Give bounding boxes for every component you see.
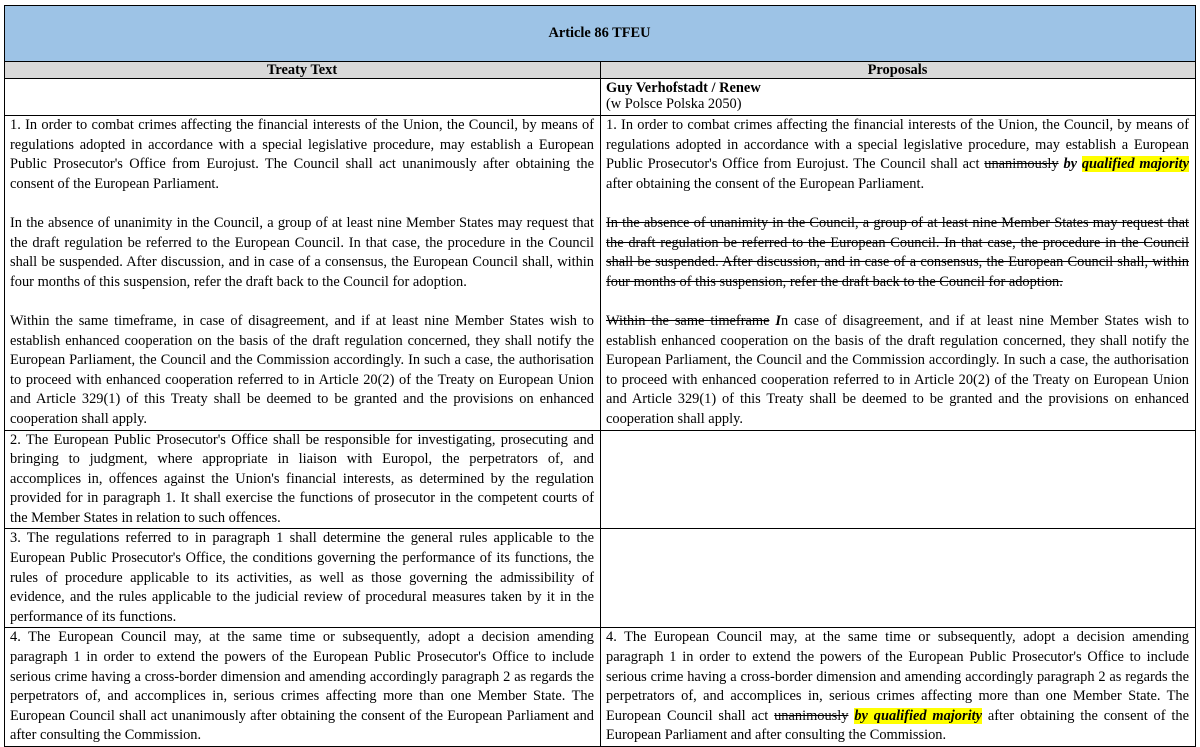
title-row <box>5 6 1196 62</box>
proposal-cell-para-2-empty <box>601 430 1196 529</box>
proposer-affiliation: (w Polsce Polska 2050) <box>606 96 742 112</box>
treaty-para-3: 3. The regulations referred to in paragraph 1 shall determine the general rules applicable to the European Public Prosecutor's Office, the conditions governing the performance of its functions, the rules of procedure applicable to its activities, as well as those governing the admissibility of evidence, and the rules applicable to the judicial review of procedural measures taken by it in the performance of its functions. <box>10 530 594 625</box>
table-row <box>5 430 1196 529</box>
deleted-text: Within the same timeframe <box>606 312 770 329</box>
proposal-cell-para-3-empty <box>601 529 1196 628</box>
column-header-proposals: Proposals <box>601 62 1196 79</box>
proposal-para-1-sub-1 <box>606 116 1189 194</box>
deleted-text: unanimously <box>984 156 1059 173</box>
proposal-cell-para-4 <box>601 628 1196 747</box>
treaty-cell-para-4 <box>5 628 601 747</box>
proposal-para-1-sub-3 <box>606 312 1189 430</box>
table-row <box>5 116 1196 431</box>
proposal-para-1-sub-2-deleted: In the absence of unanimity in the Council, a group of at least nine Member States may request that the draft regulation be referred to the European Council. In that case, the procedure in the Council shall be suspended. After discussion, and in case of a consensus, the European Council shall, within four months of this suspension, refer the draft back to the Council for adoption. <box>606 214 1189 290</box>
proposer-cell <box>601 79 1196 116</box>
proposal-para-4 <box>606 628 1189 746</box>
treaty-para-1-sub-3: Within the same timeframe, in case of disagreement, and if at least nine Member States wish to establish enhanced cooperation on the basis of the draft regulation concerned, they shall notify the European Parliament, the Council and the Commission accordingly. In such a case, the authorisation to proceed with enhanced cooperation referred to in Article 20(2) of the Treaty on European Union and Article 329(1) of this Treaty shall be deemed to be granted and the provisions on enhanced cooperation shall apply. <box>10 312 594 427</box>
table-title: Article 86 TFEU <box>5 6 1196 62</box>
treaty-para-2: 2. The European Public Prosecutor's Office shall be responsible for investigating, prosecuting and bringing to judgment, where appropriate in liaison with Europol, the perpetrators of, and accomplices in, offences against the Union's financial interests, as determined by the regulation provided for in paragraph 1. It shall exercise the functions of prosecutor in the competent courts of the Member States in relation to such offences. <box>10 431 594 526</box>
proposal-cell-para-1 <box>601 116 1196 431</box>
column-header-treaty: Treaty Text <box>5 62 601 79</box>
article-comparison-table <box>4 5 1196 747</box>
treaty-cell-para-2 <box>5 430 601 529</box>
unchanged-text: after obtaining the consent of the European Parliament. <box>606 175 925 192</box>
unchanged-text: 1. In order to combat crimes affecting the financial interests of the Union, the Council, by means of regulations adopted in accordance with a special legislative procedure, may establish a European Public Prosecutor's Office from Eurojust. The Council shall act <box>606 117 1189 173</box>
unchanged-text: n case of disagreement, and if at least nine Member States wish to establish enhanced cooperation on the basis of the draft regulation concerned, they shall notify the European Parliament, the Council and the Commission accordingly. In such a case, the authorisation to proceed with enhanced cooperation referred to in Article 20(2) of the Treaty on European Union and Article 329(1) of this Treaty shall be deemed to be granted and the provisions on enhanced cooperation shall apply. <box>606 312 1189 427</box>
treaty-para-1-sub-1: 1. In order to combat crimes affecting the financial interests of the Union, the Council, by means of regulations adopted in accordance with a special legislative procedure, may establish a European Public Prosecutor's Office from Eurojust. The Council shall act unanimously after obtaining the consent of the European Parliament. <box>10 117 594 192</box>
table-row <box>5 628 1196 747</box>
deleted-text: unanimously <box>774 707 849 724</box>
treaty-cell-para-1 <box>5 116 601 431</box>
treaty-para-4: 4. The European Council may, at the same time or subsequently, adopt a decision amending paragraph 1 in order to extend the powers of the European Public Prosecutor's Office to include serious crime having a cross-border dimension and amending accordingly paragraph 2 as regards the perpetrators of, and accomplices in, serious crimes affecting more than one Member State. The European Council shall act unanimously after obtaining the consent of the European Parliament and after consulting the Commission. <box>10 629 594 744</box>
inserted-text: I <box>775 312 781 329</box>
inserted-highlighted-text: by qualified majority <box>854 707 982 724</box>
unchanged-text: after obtaining the consent of the European Parliament and after consulting the Commission. <box>606 707 1189 744</box>
unchanged-text: 4. The European Council may, at the same time or subsequently, adopt a decision amending paragraph 1 in order to extend the powers of the European Public Prosecutor's Office to include serious crime having a cross-border dimension and amending accordingly paragraph 2 as regards the perpetrators of, and accomplices in, serious crimes affecting more than one Member State. The European Council shall act <box>606 629 1189 724</box>
proposer-row <box>5 79 1196 116</box>
column-header-row <box>5 62 1196 79</box>
inserted-highlighted-text: qualified majority <box>1081 156 1189 173</box>
proposer-empty-cell <box>5 79 601 116</box>
proposer-name: Guy Verhofstadt / Renew <box>606 80 761 96</box>
treaty-cell-para-3 <box>5 529 601 628</box>
treaty-para-1-sub-2: In the absence of unanimity in the Council, a group of at least nine Member States may request that the draft regulation be referred to the European Council. In that case, the procedure in the Council shall be suspended. After discussion, and in case of a consensus, the European Council shall, within four months of this suspension, refer the draft back to the Council for adoption. <box>10 214 594 290</box>
table-row <box>5 529 1196 628</box>
inserted-text: by <box>1063 156 1078 173</box>
